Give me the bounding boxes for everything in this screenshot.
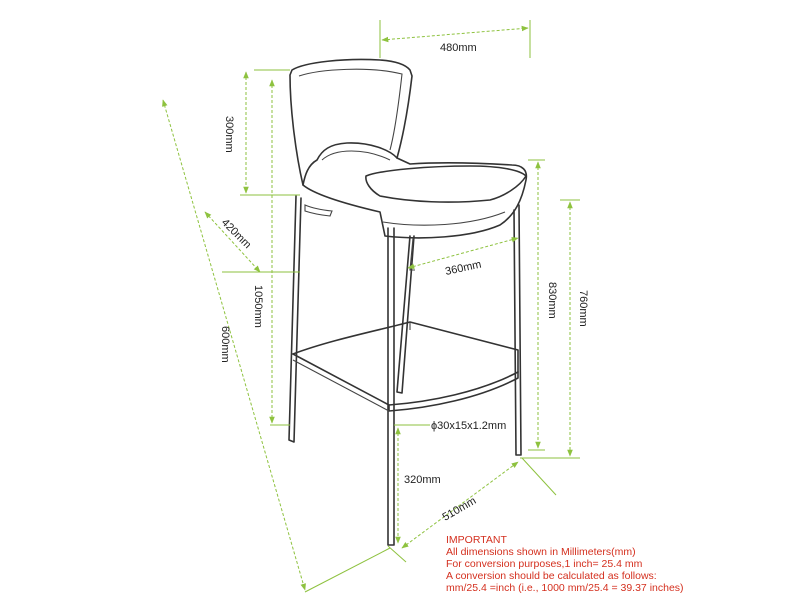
note-title: IMPORTANT (446, 534, 507, 546)
dim-seat-depth: 420mm (218, 216, 254, 252)
backrest-inner (299, 69, 402, 150)
backrest (290, 59, 412, 185)
back-support (305, 205, 332, 216)
leg-front-right (514, 205, 521, 455)
note-line-4: mm/25.4 =inch (i.e., 1000 mm/25.4 = 39.37 inches) (446, 582, 684, 594)
dim-seat-height: 760mm (577, 290, 589, 327)
dim-width: 480mm (440, 42, 477, 54)
note-line-3: A conversion should be calculated as follows: (446, 570, 657, 582)
backrest-opening (322, 151, 390, 160)
dim-tube: ϕ30x15x1.2mm (431, 420, 507, 432)
dim-footrest-height: 320mm (404, 474, 441, 486)
seat-cushion (366, 166, 526, 202)
important-note (446, 534, 684, 594)
dim-diagonal: 600mm (219, 326, 231, 363)
stool-outline (289, 59, 526, 545)
dim-seat-width: 360mm (444, 258, 483, 278)
note-line-1: All dimensions shown in Millimeters(mm) (446, 546, 636, 558)
note-line-2: For conversion purposes,1 inch= 25.4 mm (446, 558, 643, 570)
seat-shell (303, 158, 526, 238)
dim-total-height: 1050mm (252, 285, 264, 328)
footrest-front (389, 372, 518, 411)
dim-depth: 510mm (440, 494, 479, 524)
dimension-lines (163, 20, 580, 592)
footrest-left (293, 354, 389, 405)
seat-underside (383, 212, 505, 225)
dim-arm-height: 300mm (223, 116, 235, 153)
leg-back-left (289, 196, 301, 442)
dim-height-830: 830mm (546, 282, 558, 319)
leg-front-left (388, 228, 394, 545)
footrest-left-inner (293, 360, 389, 411)
